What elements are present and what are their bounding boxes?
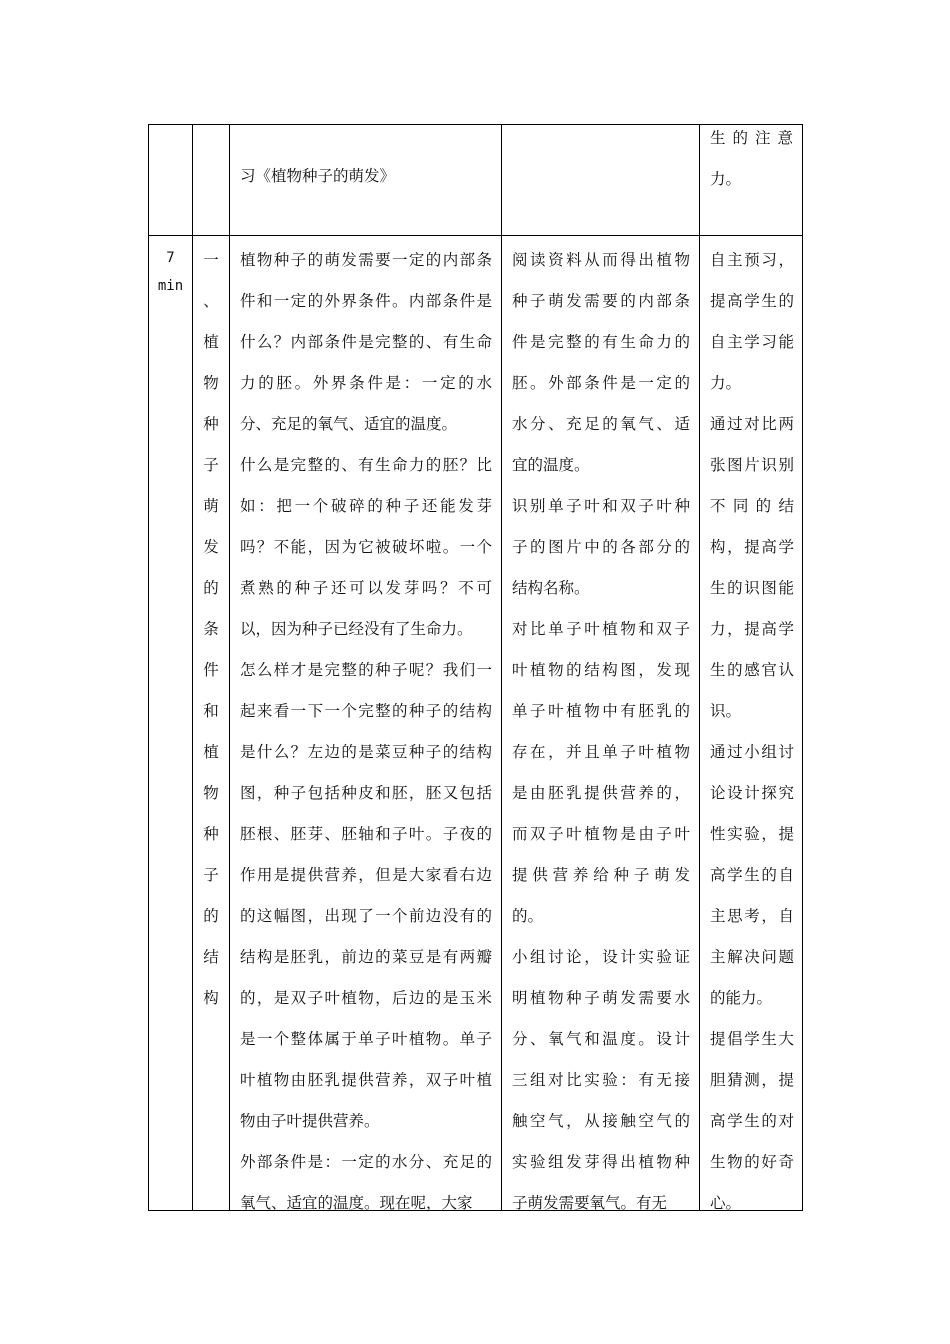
table-top-border — [148, 124, 803, 125]
design-purpose-cell — [710, 240, 794, 1224]
purpose-line: 胆猜测，提 — [710, 1071, 794, 1089]
stage-char: 结 — [203, 948, 219, 966]
purpose-paragraph — [710, 240, 794, 404]
student-line: 水分、充足的氧气、适 — [512, 415, 690, 433]
teacher-line: 物由子叶提供营养。 — [240, 1112, 380, 1130]
stage-char: 植 — [203, 333, 219, 351]
student-line: 三组对比实验：有无接 — [512, 1071, 690, 1089]
stage-char: 子 — [203, 866, 219, 884]
purpose-line: 性实验，提 — [710, 825, 794, 843]
stage-cell — [193, 240, 229, 1019]
student-line: 阅读资料从而得出植物 — [512, 251, 690, 269]
stage-char: 的 — [203, 907, 219, 925]
teacher-line: 以，因为种子已经没有了生命力。 — [240, 620, 473, 638]
stage-char: 子 — [203, 456, 219, 474]
table-right-border — [802, 124, 803, 1211]
purpose-line: 生的感官认 — [710, 661, 794, 679]
teacher-line: 什么？内部条件是完整的、有生命 — [240, 333, 492, 351]
purpose-line: 自主预习， — [710, 251, 794, 269]
purpose-line: 的能力。 — [710, 989, 773, 1007]
student-line: 存在，并且单子叶植物 — [512, 743, 690, 761]
student-line: 的。 — [512, 907, 544, 925]
student-activity-cell — [512, 240, 690, 1224]
stage-char: 件 — [203, 661, 219, 679]
purpose-line: 提倡学生大 — [710, 1030, 794, 1048]
student-line: 结构名称。 — [512, 579, 590, 597]
student-line: 分、氧气和温度。设计 — [512, 1030, 690, 1048]
teacher-line: 如：把一个破碎的种子还能发芽 — [240, 497, 492, 515]
student-line: 宜的温度。 — [512, 456, 590, 474]
time-value: 7 — [166, 250, 175, 266]
student-line: 小组讨论，设计实验证 — [512, 948, 690, 966]
teacher-line: 氧气、适宜的温度。现在呢，大家 — [240, 1194, 473, 1212]
student-line: 是由胚乳提供营养的， — [512, 784, 690, 802]
row1-purpose-line: 生的注意 — [710, 129, 793, 147]
teacher-line: 的，是双子叶植物，后边的是玉米 — [240, 989, 492, 1007]
teacher-line: 起来看一下一个完整的种子的结构 — [240, 702, 492, 720]
student-line: 子的图片中的各部分的 — [512, 538, 690, 556]
teacher-line: 外部条件是：一定的水分、充足的 — [240, 1153, 492, 1171]
purpose-paragraph — [710, 732, 794, 1019]
purpose-paragraph — [710, 1019, 794, 1224]
teacher-line: 的这幅图，出现了一个前边没有的 — [240, 907, 492, 925]
student-line: 提供营养给种子萌发 — [512, 866, 690, 884]
teacher-paragraph — [240, 650, 492, 1142]
purpose-line: 提高学生的 — [710, 292, 794, 310]
student-paragraph — [512, 486, 690, 609]
student-line: 实验组发芽得出植物种 — [512, 1153, 690, 1171]
student-line: 叶植物的结构图，发现 — [512, 661, 690, 679]
student-line: 单子叶植物中有胚乳的 — [512, 702, 690, 720]
row-divider — [148, 235, 803, 236]
stage-char: 萌 — [203, 497, 219, 515]
teacher-line: 植物种子的萌发需要一定的内部条 — [240, 251, 492, 269]
stage-char: 物 — [203, 784, 219, 802]
col-divider-4 — [699, 124, 700, 1211]
purpose-line: 主解决问题 — [710, 948, 794, 966]
purpose-line: 高学生的自 — [710, 866, 794, 884]
teacher-line: 煮熟的种子还可以发芽吗？不可 — [240, 579, 492, 597]
student-line: 件是完整的有生命力的 — [512, 333, 690, 351]
student-line: 胚。外部条件是一定的 — [512, 374, 690, 392]
stage-char: 物 — [203, 374, 219, 392]
student-line: 而双子叶植物是由子叶 — [512, 825, 690, 843]
stage-char: 一 — [203, 251, 219, 269]
teacher-line: 胚根、胚芽、胚轴和子叶。子夜的 — [240, 825, 492, 843]
teacher-line: 分、充足的氧气、适宜的温度。 — [240, 415, 458, 433]
col-divider-3 — [501, 124, 502, 1211]
student-line: 子萌发需要氧气。有无 — [512, 1194, 668, 1212]
time-unit: min — [157, 278, 184, 294]
stage-char: 构 — [203, 989, 219, 1007]
purpose-line: 不同的结 — [710, 497, 794, 515]
row1-teacher-content — [240, 156, 490, 197]
teacher-paragraph — [240, 445, 492, 650]
stage-char: 和 — [203, 702, 219, 720]
stage-char: 发 — [203, 538, 219, 556]
time-cell — [149, 244, 192, 300]
row1-content-text: 习《植物种子的萌发》 — [240, 167, 396, 185]
teacher-line: 件和一定的外界条件。内部条件是 — [240, 292, 492, 310]
teacher-line: 结构是胚乳，前边的菜豆是有两瓣 — [240, 948, 492, 966]
purpose-line: 识。 — [710, 702, 742, 720]
purpose-line: 高学生的对 — [710, 1112, 794, 1130]
purpose-paragraph — [710, 404, 794, 732]
stage-char: 条 — [203, 620, 219, 638]
student-paragraph — [512, 609, 690, 937]
teacher-line: 是什么？左边的是菜豆种子的结构 — [240, 743, 492, 761]
teacher-paragraph — [240, 240, 492, 445]
col-divider-2 — [229, 124, 230, 1211]
teacher-paragraph — [240, 1142, 492, 1224]
purpose-line: 力。 — [710, 374, 742, 392]
purpose-line: 张图片识别 — [710, 456, 794, 474]
teacher-activity-cell — [240, 240, 492, 1224]
purpose-line: 自主学习能 — [710, 333, 794, 351]
purpose-line: 力，提高学 — [710, 620, 794, 638]
purpose-line: 生物的好奇 — [710, 1153, 794, 1171]
row1-purpose — [710, 118, 793, 200]
teacher-line: 吗？不能，因为它被破坏啦。一个 — [240, 538, 492, 556]
teacher-line: 怎么样才是完整的种子呢？我们一 — [240, 661, 492, 679]
student-line: 触空气，从接触空气的 — [512, 1112, 690, 1130]
teacher-line: 作用是提供营养，但是大家看右边 — [240, 866, 492, 884]
student-paragraph — [512, 240, 690, 486]
stage-char: 植 — [203, 743, 219, 761]
purpose-line: 生的识图能 — [710, 579, 794, 597]
purpose-line: 论设计探究 — [710, 784, 794, 802]
stage-char: 的 — [203, 579, 219, 597]
row1-purpose-line: 力。 — [710, 170, 742, 188]
purpose-line: 主思考，自 — [710, 907, 794, 925]
student-line: 明植物种子萌发需要水 — [512, 989, 690, 1007]
stage-char: 种 — [203, 825, 219, 843]
student-line: 种子萌发需要的内部条 — [512, 292, 690, 310]
teacher-line: 什么是完整的、有生命力的胚？比 — [240, 456, 492, 474]
student-line: 识别单子叶和双子叶种 — [512, 497, 690, 515]
teacher-line: 力的胚。外界条件是：一定的水 — [240, 374, 492, 392]
purpose-line: 通过对比两 — [710, 415, 794, 433]
teacher-line: 是一个整体属于单子叶植物。单子 — [240, 1030, 492, 1048]
student-paragraph — [512, 937, 690, 1224]
purpose-line: 构，提高学 — [710, 538, 794, 556]
purpose-line: 通过小组讨 — [710, 743, 794, 761]
purpose-line: 心。 — [710, 1194, 742, 1212]
stage-char: 种 — [203, 415, 219, 433]
teacher-line: 叶植物由胚乳提供营养，双子叶植 — [240, 1071, 492, 1089]
stage-char: 、 — [203, 292, 219, 310]
teacher-line: 图，种子包括种皮和胚，胚又包括 — [240, 784, 492, 802]
student-line: 对比单子叶植物和双子 — [512, 620, 690, 638]
